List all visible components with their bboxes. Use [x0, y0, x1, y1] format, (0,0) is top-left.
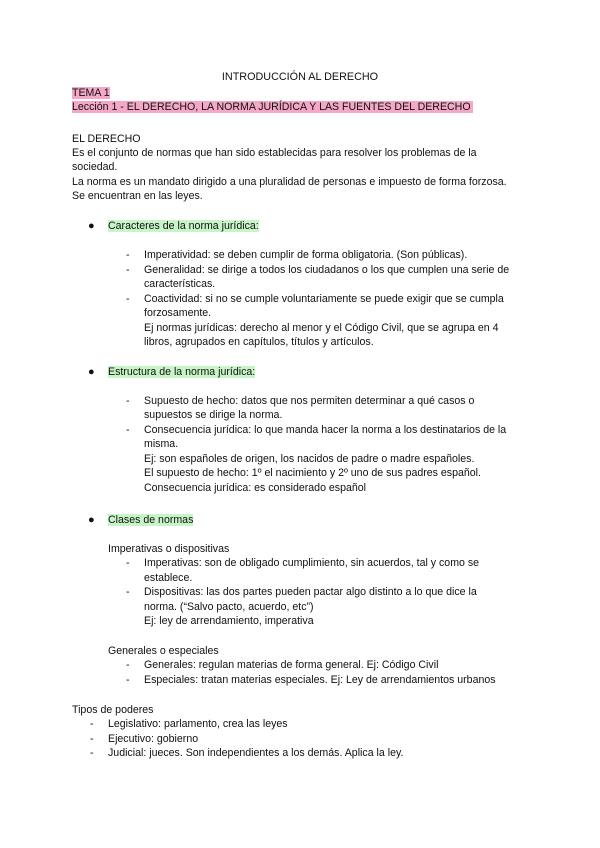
dash-icon: -	[126, 264, 130, 276]
list-item: norma. (“Salvo pacto, acuerdo, etc”)	[144, 601, 314, 613]
dash-icon: -	[90, 733, 94, 745]
dash-icon: -	[90, 718, 94, 730]
list-item: Dispositivas: las dos partes pueden pactar algo distinto a lo que dice la	[144, 586, 477, 598]
list-item: Consecuencia jurídica: es considerado español	[144, 482, 367, 494]
list-item: Ej: ley de arrendamiento, imperativa	[144, 615, 314, 627]
dash-icon: -	[126, 557, 130, 569]
list-item: establece.	[144, 572, 193, 584]
definition-line: sociedad.	[72, 161, 118, 173]
list-item: Imperatividad: se deben cumplir de forma obligatoria. (Son públicas).	[144, 249, 468, 261]
leccion-label: Lección 1 - EL DERECHO, LA NORMA JURÍDICA Y LAS FUENTES DEL DERECHO	[72, 101, 471, 113]
list-item: Imperativas: son de obligado cumplimiento, sin acuerdos, tal y como se	[144, 557, 480, 569]
definition-line: Se encuentran en las leyes.	[72, 190, 203, 202]
caracteres-heading: Caracteres de la norma jurídica:	[108, 220, 259, 232]
list-item: Supuesto de hecho: datos que nos permiten determinar a qué casos o	[144, 395, 475, 407]
list-item: forzosamente.	[144, 307, 212, 319]
list-item: Judicial: jueces. Son independientes a los demás. Aplica la ley.	[108, 747, 404, 759]
list-item: Generalidad: se dirige a todos los ciudadanos o los que cumplen una serie de	[144, 264, 510, 276]
dash-icon: -	[90, 747, 94, 759]
list-item: Ej normas jurídicas: derecho al menor y el Código Civil, que se agrupa en 4	[144, 322, 499, 334]
bullet-icon: ●	[88, 514, 95, 526]
bullet-icon: ●	[88, 220, 95, 232]
bullet-icon: ●	[88, 366, 95, 378]
dash-icon: -	[126, 249, 130, 261]
dash-icon: -	[126, 395, 130, 407]
dash-icon: -	[126, 424, 130, 436]
list-item: Consecuencia jurídica: lo que manda hacer la norma a los destinatarios de la	[144, 424, 507, 436]
list-item: Ej: son españoles de origen, los nacidos de padre o madre españoles.	[144, 453, 475, 465]
dash-icon: -	[126, 674, 130, 686]
dash-icon: -	[126, 293, 130, 305]
list-item: características.	[144, 278, 216, 290]
group-title: Generales o especiales	[108, 645, 219, 657]
list-item: libros, agrupados en capítulos, títulos y artículos.	[144, 336, 374, 348]
dash-icon: -	[126, 586, 130, 598]
section-heading: EL DERECHO	[72, 133, 141, 145]
list-item: Coactividad: si no se cumple voluntariamente se puede exigir que se cumpla	[144, 293, 504, 305]
list-item: supuestos se dirige la norma.	[144, 409, 283, 421]
document-title: INTRODUCCIÓN AL DERECHO	[221, 71, 379, 83]
list-item: misma.	[144, 438, 179, 450]
list-item: Especiales: tratan materias especiales. Ej: Ley de arrendamientos urbanos	[144, 674, 496, 686]
list-item: El supuesto de hecho: 1º el nacimiento y 2º uno de sus padres español.	[144, 467, 481, 479]
tema-label: TEMA 1	[72, 87, 110, 99]
poderes-heading: Tipos de poderes	[72, 704, 154, 716]
group-title: Imperativas o dispositivas	[108, 543, 230, 555]
dash-icon: -	[126, 659, 130, 671]
definition-line: Es el conjunto de normas que han sido establecidas para resolver los problemas de la	[72, 147, 477, 159]
list-item: Legislativo: parlamento, crea las leyes	[108, 718, 288, 730]
estructura-heading: Estructura de la norma jurídica:	[108, 366, 256, 378]
definition-line: La norma es un mandato dirigido a una pluralidad de personas e impuesto de forma forzosa.	[72, 176, 507, 188]
list-item: Generales: regulan materias de forma general. Ej: Código Civil	[144, 659, 439, 671]
clases-heading: Clases de normas	[108, 514, 194, 526]
list-item: Ejecutivo: gobierno	[108, 733, 199, 745]
